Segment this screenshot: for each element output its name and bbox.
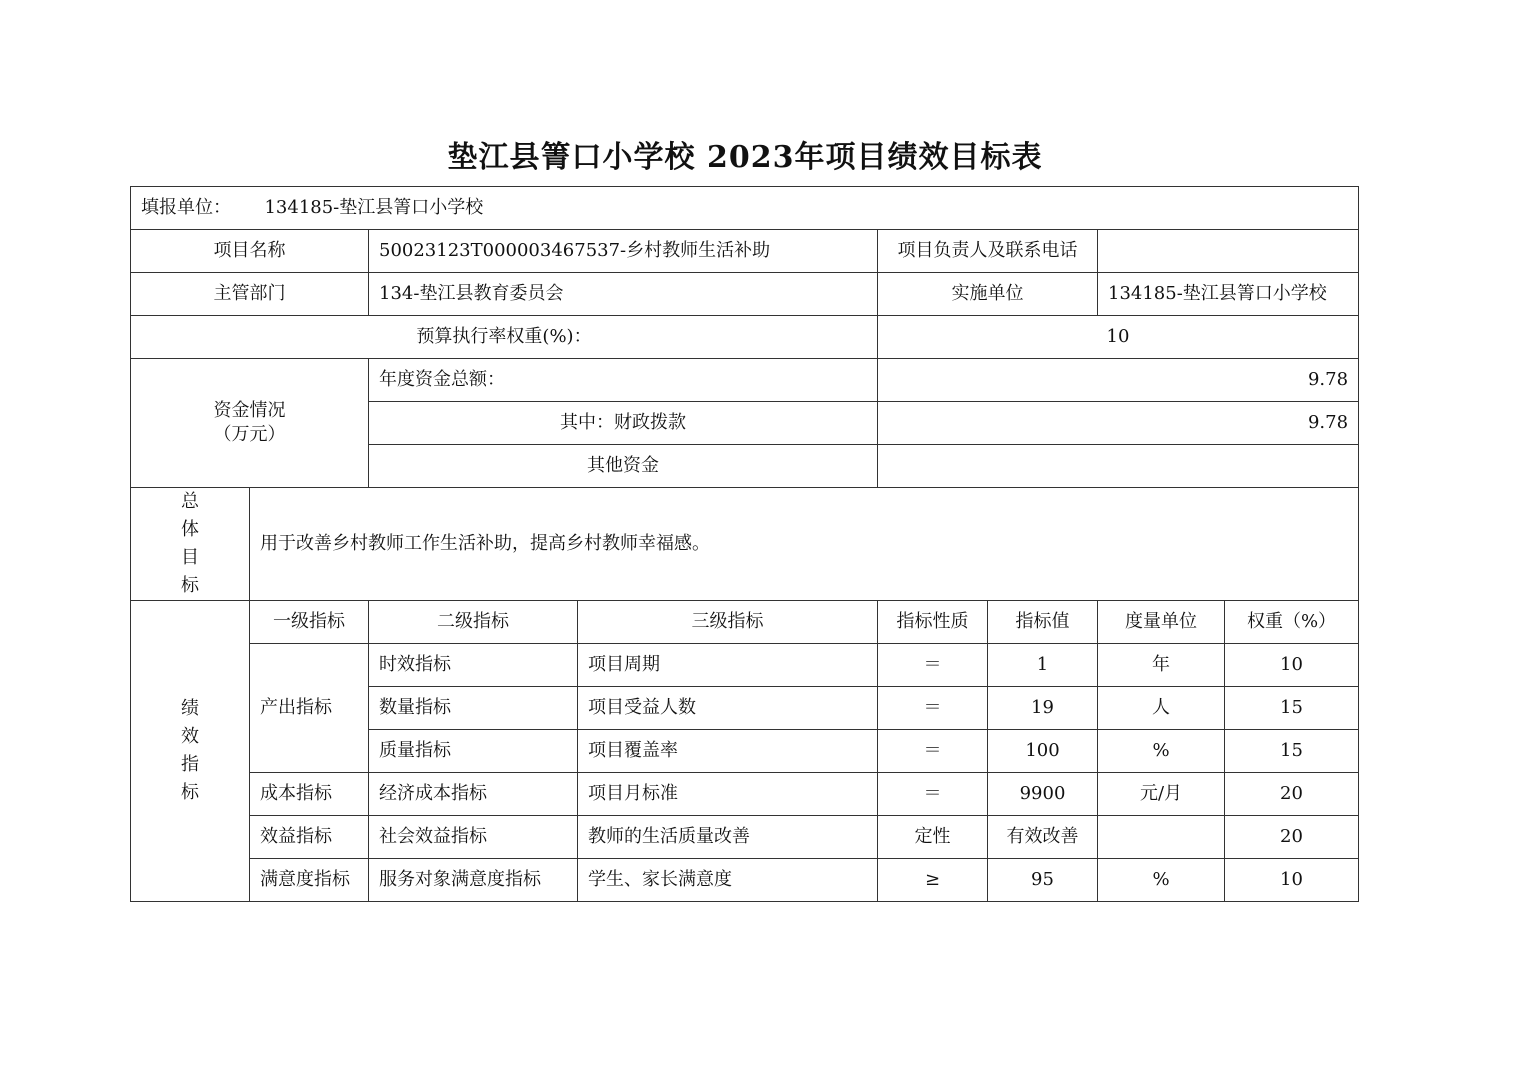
impl-unit-value: 134185-垫江县箐口小学校	[1098, 273, 1359, 316]
level1-benefit: 效益指标	[250, 816, 369, 859]
header-level2: 二级指标	[369, 601, 578, 644]
value-cell: 有效改善	[988, 816, 1098, 859]
header-unit: 度量单位	[1098, 601, 1225, 644]
table-row	[131, 816, 1359, 859]
overall-goal-row	[131, 488, 1359, 601]
table-row	[131, 644, 1359, 687]
value-cell: 1	[988, 644, 1098, 687]
dept-label: 主管部门	[131, 273, 369, 316]
funds-label	[131, 359, 369, 488]
project-name-label: 项目名称	[131, 230, 369, 273]
header-nature: 指标性质	[878, 601, 988, 644]
header-level3: 三级指标	[578, 601, 878, 644]
other-funds-value	[878, 445, 1359, 488]
report-unit-row	[131, 187, 1359, 230]
budget-weight-value: 10	[878, 316, 1359, 359]
unit-cell: 年	[1098, 644, 1225, 687]
weight-cell: 20	[1225, 773, 1359, 816]
indicator-header-row	[131, 601, 1359, 644]
other-funds-label: 其他资金	[369, 445, 878, 488]
page-title: 垫江县箐口小学校 2023年项目绩效目标表	[447, 140, 1043, 175]
level3-cell: 教师的生活质量改善	[578, 816, 878, 859]
weight-cell: 20	[1225, 816, 1359, 859]
nature-cell: ＝	[878, 644, 988, 687]
level2-cell: 经济成本指标	[369, 773, 578, 816]
level3-cell: 项目月标准	[578, 773, 878, 816]
table-row	[131, 859, 1359, 902]
value-cell: 100	[988, 730, 1098, 773]
value-cell: 95	[988, 859, 1098, 902]
dept-row	[131, 273, 1359, 316]
overall-goal-label: 总 体 目 标	[131, 488, 250, 601]
level2-cell: 质量指标	[369, 730, 578, 773]
annual-total-label: 年度资金总额：	[369, 359, 878, 402]
unit-cell: %	[1098, 730, 1225, 773]
project-name-row	[131, 230, 1359, 273]
value-cell: 9900	[988, 773, 1098, 816]
level1-output: 产出指标	[250, 644, 369, 773]
level2-cell: 社会效益指标	[369, 816, 578, 859]
annual-total-value: 9.78	[878, 359, 1359, 402]
overall-goal-text: 用于改善乡村教师工作生活补助，提高乡村教师幸福感。	[250, 488, 1359, 601]
weight-cell: 10	[1225, 644, 1359, 687]
unit-cell: 元/月	[1098, 773, 1225, 816]
level1-cost: 成本指标	[250, 773, 369, 816]
fiscal-label: 其中：财政拨款	[369, 402, 878, 445]
level2-cell: 数量指标	[369, 687, 578, 730]
impl-unit-label: 实施单位	[878, 273, 1098, 316]
budget-weight-row	[131, 316, 1359, 359]
level3-cell: 项目受益人数	[578, 687, 878, 730]
report-unit-cell	[131, 187, 1359, 230]
level3-cell: 项目周期	[578, 644, 878, 687]
level2-cell: 服务对象满意度指标	[369, 859, 578, 902]
indicators-label: 绩 效 指 标	[131, 601, 250, 902]
funds-row-total	[131, 359, 1359, 402]
weight-cell: 10	[1225, 859, 1359, 902]
unit-cell: 人	[1098, 687, 1225, 730]
header-weight: 权重（%）	[1225, 601, 1359, 644]
nature-cell: ＝	[878, 773, 988, 816]
nature-cell: ≥	[878, 859, 988, 902]
dept-value: 134-垫江县教育委员会	[369, 273, 878, 316]
nature-cell: ＝	[878, 687, 988, 730]
performance-target-table	[130, 186, 1359, 902]
project-leader-label: 项目负责人及联系电话	[878, 230, 1098, 273]
level3-cell: 项目覆盖率	[578, 730, 878, 773]
table-row	[131, 773, 1359, 816]
header-level1: 一级指标	[250, 601, 369, 644]
budget-weight-label: 预算执行率权重(%)：	[131, 316, 878, 359]
weight-cell: 15	[1225, 687, 1359, 730]
nature-cell: ＝	[878, 730, 988, 773]
nature-cell: 定性	[878, 816, 988, 859]
value-cell: 19	[988, 687, 1098, 730]
project-name-value: 50023123T000003467537-乡村教师生活补助	[369, 230, 878, 273]
fiscal-value: 9.78	[878, 402, 1359, 445]
level2-cell: 时效指标	[369, 644, 578, 687]
funds-label-line2: （万元）	[213, 424, 286, 445]
weight-cell: 15	[1225, 730, 1359, 773]
level1-satisfaction: 满意度指标	[250, 859, 369, 902]
funds-label-line1: 资金情况	[213, 399, 286, 421]
unit-cell	[1098, 816, 1225, 859]
level3-cell: 学生、家长满意度	[578, 859, 878, 902]
report-unit-value: 134185-垫江县箐口小学校	[264, 196, 484, 218]
unit-cell: %	[1098, 859, 1225, 902]
project-leader-value	[1098, 230, 1359, 273]
header-value: 指标值	[988, 601, 1098, 644]
report-unit-label: 填报单位：	[141, 196, 231, 218]
